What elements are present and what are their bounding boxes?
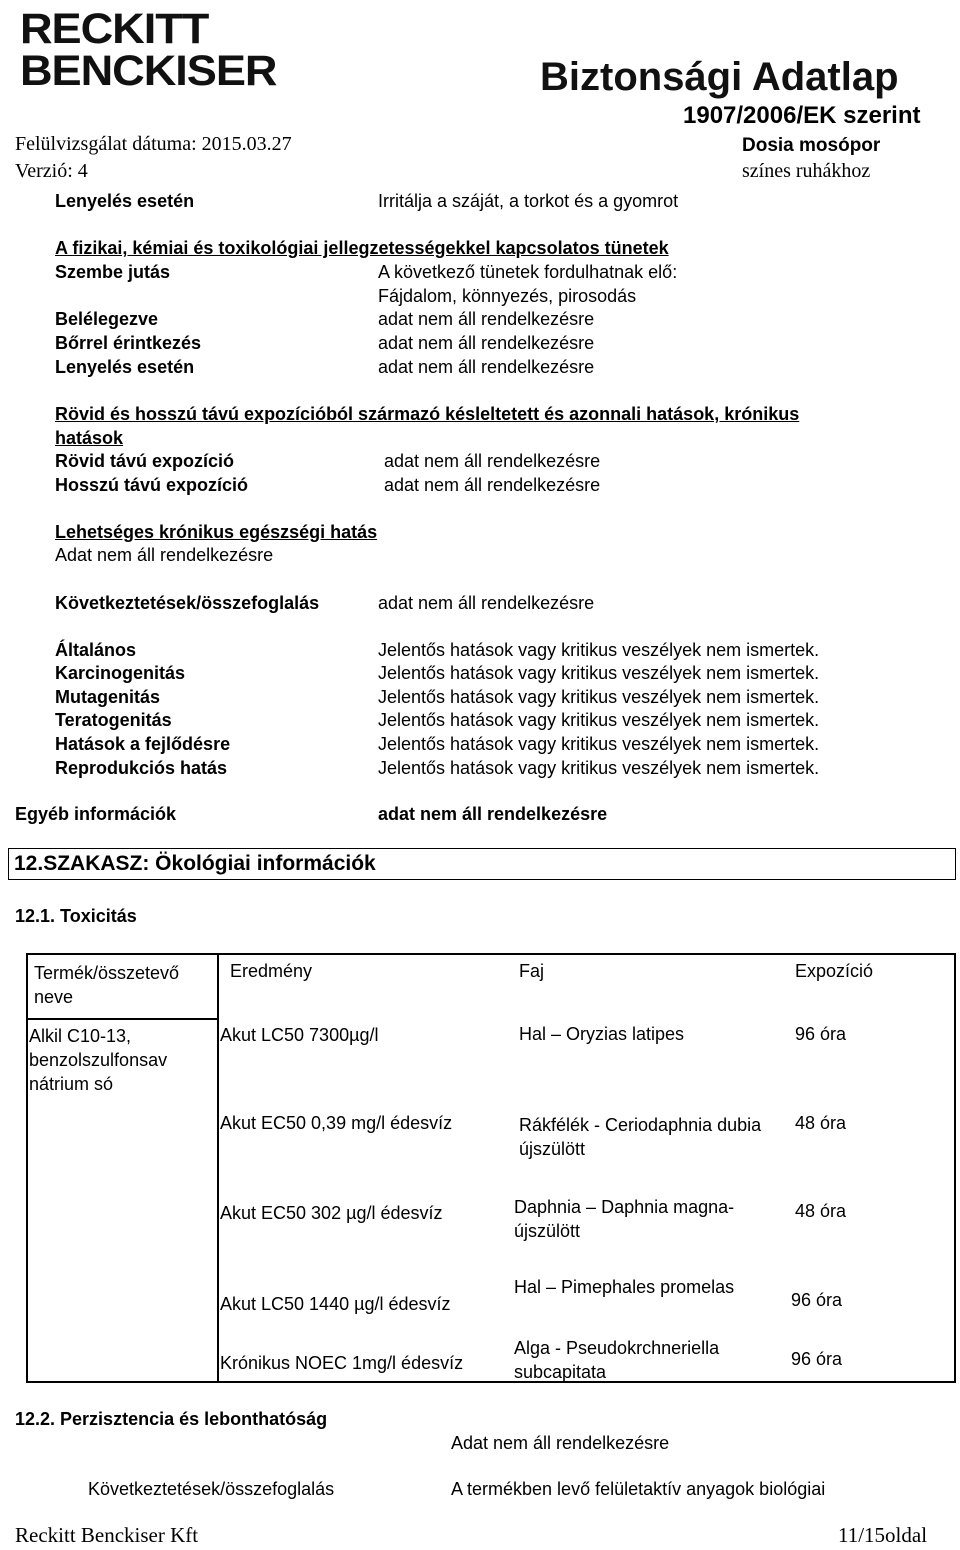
- other-info-label: Egyéb információk: [15, 804, 177, 824]
- effect-value: Jelentős hatások vagy kritikus veszélyek nem ismertek.: [378, 640, 820, 660]
- effect-value: Jelentős hatások vagy kritikus veszélyek nem ismertek.: [378, 710, 820, 730]
- effect-value: Jelentős hatások vagy kritikus veszélyek nem ismertek.: [378, 663, 820, 683]
- effect-label: Reprodukciós hatás: [55, 758, 228, 778]
- table-cell-component: Alkil C10-13, benzolszulfonsav nátrium só: [29, 1026, 168, 1094]
- effect-label: Karcinogenitás: [55, 663, 186, 683]
- regulation-ref: 1907/2006/EK szerint: [683, 102, 921, 129]
- table-cell-species: Hal – Oryzias latipes: [519, 1024, 685, 1044]
- symptom-label: Szembe jutás: [55, 262, 171, 282]
- chronic-value: Adat nem áll rendelkezésre: [55, 545, 274, 565]
- table-cell-species: Daphnia – Daphnia magna-újszülött: [514, 1197, 735, 1241]
- symptom-value: Fájdalom, könnyezés, pirosodás: [378, 286, 637, 306]
- exposure-value: adat nem áll rendelkezésre: [384, 451, 601, 471]
- effect-label: Hatások a fejlődésre: [55, 734, 231, 754]
- persistence-conclusion-value: A termékben levő felületaktív anyagok biológiai: [451, 1479, 826, 1499]
- exposure-heading-cont: hatások: [55, 428, 124, 448]
- symptom-value: adat nem áll rendelkezésre: [378, 309, 595, 329]
- document-title: Biztonsági Adatlap: [540, 55, 899, 99]
- section-12-title: 12.SZAKASZ: Ökológiai információk: [14, 852, 376, 875]
- exposure-heading: Rövid és hosszú távú expozícióból származó késleltetett és azonnali hatások, krónikus: [55, 404, 800, 424]
- symptom-label: Belélegezve: [55, 309, 159, 329]
- symptoms-heading: A fizikai, kémiai és toxikológiai jellegzetességekkel kapcsolatos tünetek: [55, 238, 669, 258]
- effect-value: Jelentős hatások vagy kritikus veszélyek nem ismertek.: [378, 687, 820, 707]
- company-logo: [20, 5, 277, 95]
- footer-company: Reckitt Benckiser Kft: [15, 1523, 199, 1547]
- logo-line2: BENCKISER: [20, 47, 277, 95]
- table-cell-result: Akut LC50 7300µg/l: [220, 1025, 379, 1045]
- review-date: Felülvizsgálat dátuma: 2015.03.27: [15, 133, 292, 155]
- exposure-label: Hosszú távú expozíció: [55, 475, 249, 495]
- persistence-value: Adat nem áll rendelkezésre: [451, 1433, 670, 1453]
- table-cell-exposure: 48 óra: [795, 1201, 847, 1221]
- footer-page-number: 11/15oldal: [838, 1523, 928, 1547]
- chronic-heading: Lehetséges krónikus egészségi hatás: [55, 522, 378, 542]
- effect-label: Mutagenitás: [55, 687, 161, 707]
- symptom-label: Lenyelés esetén: [55, 357, 195, 377]
- table-header-component: Termék/összetevő neve: [34, 963, 180, 1007]
- product-subtitle: színes ruhákhoz: [742, 160, 871, 182]
- table-header-result: Eredmény: [230, 961, 313, 981]
- other-info-value: adat nem áll rendelkezésre: [378, 804, 608, 824]
- effect-label: Általános: [55, 640, 137, 660]
- table-divider: [26, 1018, 218, 1020]
- table-cell-species: Hal – Pimephales promelas: [514, 1277, 735, 1297]
- exposure-label: Rövid távú expozíció: [55, 451, 235, 471]
- logo-line1: RECKITT: [20, 5, 209, 53]
- conclusions-value: adat nem áll rendelkezésre: [378, 593, 595, 613]
- persistence-conclusion-label: Következtetések/összefoglalás: [88, 1479, 335, 1499]
- table-cell-result: Akut EC50 302 µg/l édesvíz: [220, 1203, 443, 1223]
- effect-value: Jelentős hatások vagy kritikus veszélyek nem ismertek.: [378, 734, 820, 754]
- table-cell-exposure: 96 óra: [791, 1349, 843, 1369]
- table-header-exposure: Expozíció: [795, 961, 874, 981]
- symptom-value: adat nem áll rendelkezésre: [378, 333, 595, 353]
- version: Verzió: 4: [15, 160, 88, 182]
- table-cell-exposure: 96 óra: [791, 1290, 843, 1310]
- persistence-subheading: 12.2. Perzisztencia és lebonthatóság: [15, 1409, 328, 1429]
- table-cell-species: Rákfélék - Ceriodaphnia dubia újszülött: [519, 1115, 762, 1159]
- symptom-label: Bőrrel érintkezés: [55, 333, 202, 353]
- toxicity-subheading: 12.1. Toxicitás: [15, 906, 137, 926]
- ingestion-value: Irritálja a száját, a torkot és a gyomrot: [378, 191, 679, 211]
- table-cell-result: Akut EC50 0,39 mg/l édesvíz: [220, 1113, 453, 1133]
- product-name: Dosia mosópor: [742, 135, 881, 156]
- ingestion-label: Lenyelés esetén: [55, 191, 195, 211]
- table-cell-exposure: 96 óra: [795, 1024, 847, 1044]
- table-cell-result: Krónikus NOEC 1mg/l édesvíz: [220, 1353, 464, 1373]
- table-cell-exposure: 48 óra: [795, 1113, 847, 1133]
- table-cell-result: Akut LC50 1440 µg/l édesvíz: [220, 1294, 451, 1314]
- exposure-value: adat nem áll rendelkezésre: [384, 475, 601, 495]
- effect-value: Jelentős hatások vagy kritikus veszélyek nem ismertek.: [378, 758, 820, 778]
- effect-label: Teratogenitás: [55, 710, 172, 730]
- table-cell-species: Alga - Pseudokrchneriella subcapitata: [514, 1338, 720, 1382]
- symptom-value: A következő tünetek fordulhatnak elő:: [378, 262, 678, 282]
- symptom-value: adat nem áll rendelkezésre: [378, 357, 595, 377]
- table-header-species: Faj: [519, 961, 545, 981]
- conclusions-label: Következtetések/összefoglalás: [55, 593, 320, 613]
